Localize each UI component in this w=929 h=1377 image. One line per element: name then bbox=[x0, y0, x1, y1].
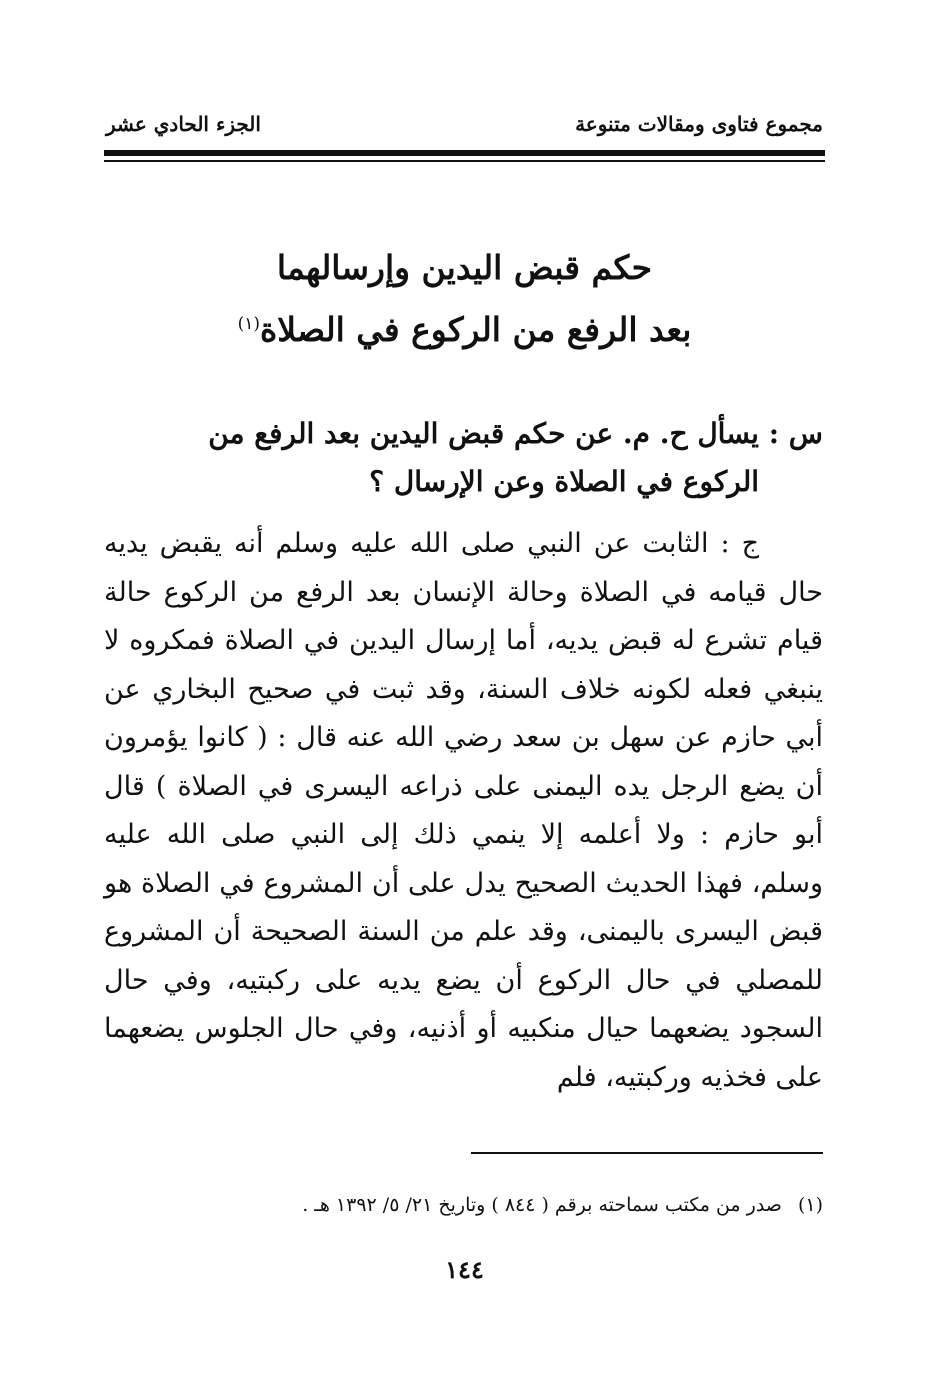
footnote-text: صدر من مكتب سماحته برقم ( ٨٤٤ ) وتاريخ ٢١/ ٥/ ١٣٩٢ هـ . bbox=[302, 1194, 782, 1216]
footnote-marker: (١) bbox=[797, 1194, 823, 1216]
title-line-1: حكم قبض اليدين وإرسالهما bbox=[276, 248, 653, 287]
page-number: ١٤٤ bbox=[445, 1255, 484, 1284]
header-rule-thick bbox=[104, 150, 825, 156]
title-footnote-ref: (١) bbox=[237, 314, 260, 334]
question-line-2: الركوع في الصلاة وعن الإرسال ؟ bbox=[369, 465, 759, 498]
answer-paragraph: ج : الثابت عن النبي صلى الله عليه وسلم أنه يقبض يديه حال قيامه في الصلاة وحالة الإنسان بعد الرفع من الركوع حالة قيام تشرع له قبض يديه، أما إرسال اليدين في الصلاة فمكروه لا ينبغي فعله لكونه خلاف السنة، وقد ثبت في صحيح البخاري عن أبي حازم عن سهل بن سعد رضي الله عنه قال : ( كانوا يؤمرون أن يضع الرجل يده اليمنى على ذراعه اليسرى في الصلاة ) قال أبو حازم : ولا أعلمه إلا ينمي ذلك إلى النبي صلى الله عليه وسلم، فهذا الحديث الصحيح يدل على أن المشروع في الصلاة هو قبض اليسرى باليمنى، وقد علم من السنة الصحيحة أن المشروع للمصلي في حال الركوع أن يضع يديه على ركبتيه، وفي حال السجود يضعهما حيال منكبيه أو أذنيه، وفي حال الجلوس يضعهما على فخذيه وركبتيه، فلم bbox=[104, 528, 823, 1093]
volume-label: الجزء الحادي عشر bbox=[106, 112, 261, 136]
header-rule-thin bbox=[104, 160, 825, 162]
title-line-2 bbox=[104, 296, 825, 358]
fatwa-title bbox=[104, 240, 825, 358]
question-line-1: س : يسأل ح. م. عن حكم قبض اليدين بعد الرفع من bbox=[208, 417, 823, 450]
footnote bbox=[104, 1190, 823, 1220]
question-block bbox=[104, 410, 823, 506]
running-header bbox=[106, 112, 823, 146]
title-line-2-text: بعد الرفع من الركوع في الصلاة bbox=[260, 310, 692, 349]
book-title: مجموع فتاوى ومقالات متنوعة bbox=[575, 112, 823, 136]
footnote-rule bbox=[471, 1152, 823, 1154]
